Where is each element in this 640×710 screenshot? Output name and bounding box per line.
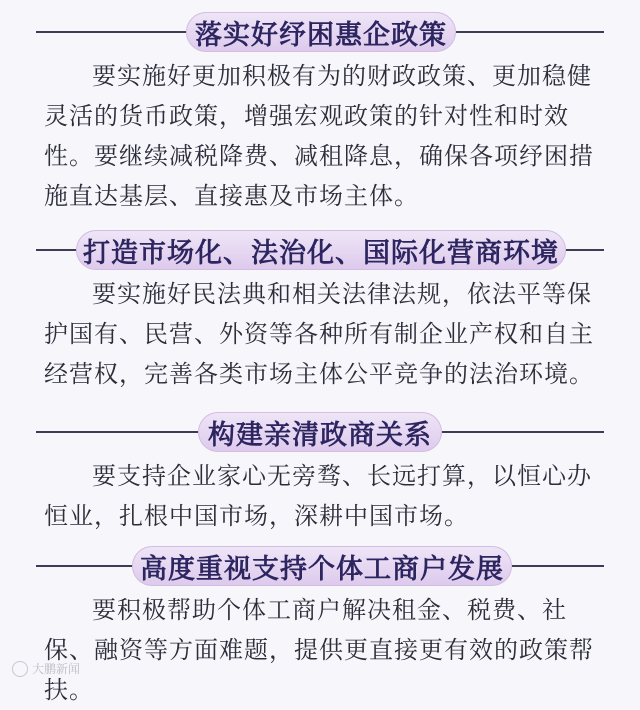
- section-heading-row: [0, 544, 640, 588]
- section-3: [0, 410, 640, 530]
- section-body: 要实施好更加积极有为的财政政策、更加稳健灵活的货币政策，增强宏观政策的针对性和时效性。要继续减税降费、减租降息，确保各项纾困措施直达基层、直接惠及市场主体。: [44, 62, 594, 210]
- watermark: [12, 660, 80, 677]
- section-body: 要实施好民法典和相关法律法规，依法平等保护国有、民营、外资等各种所有制企业产权和自主经营权，完善各类市场主体公平竞争的法治环境。: [44, 280, 594, 388]
- section-heading: 打造市场化、法治化、国际化营商环境: [76, 230, 566, 270]
- divider-left: [36, 565, 136, 567]
- section-heading-row: [0, 410, 640, 454]
- section-heading-row: [0, 10, 640, 54]
- divider-left: [36, 249, 80, 251]
- section-body: 要积极帮助个体工商户解决租金、税费、社保、融资等方面难题，提供更直接更有效的政策帮扶。: [44, 596, 594, 704]
- divider-left: [36, 431, 202, 433]
- section-2: [0, 228, 640, 388]
- section-1: [0, 10, 640, 210]
- watermark-logo-icon: [12, 661, 28, 677]
- watermark-text: 大鹏新闻: [32, 662, 81, 676]
- section-body: 要支持企业家心无旁骛、长远打算，以恒心办恒业，扎根中国市场，深耕中国市场。: [44, 462, 592, 530]
- divider-right: [566, 249, 604, 251]
- section-heading: 构建亲清政商关系: [198, 412, 442, 452]
- divider-right: [456, 31, 604, 33]
- section-heading-row: [0, 228, 640, 272]
- divider-left: [36, 31, 190, 33]
- section-heading: 高度重视支持个体工商户发展: [132, 546, 512, 586]
- section-heading: 落实好纾困惠企政策: [186, 12, 456, 52]
- divider-right: [512, 565, 604, 567]
- divider-right: [442, 431, 604, 433]
